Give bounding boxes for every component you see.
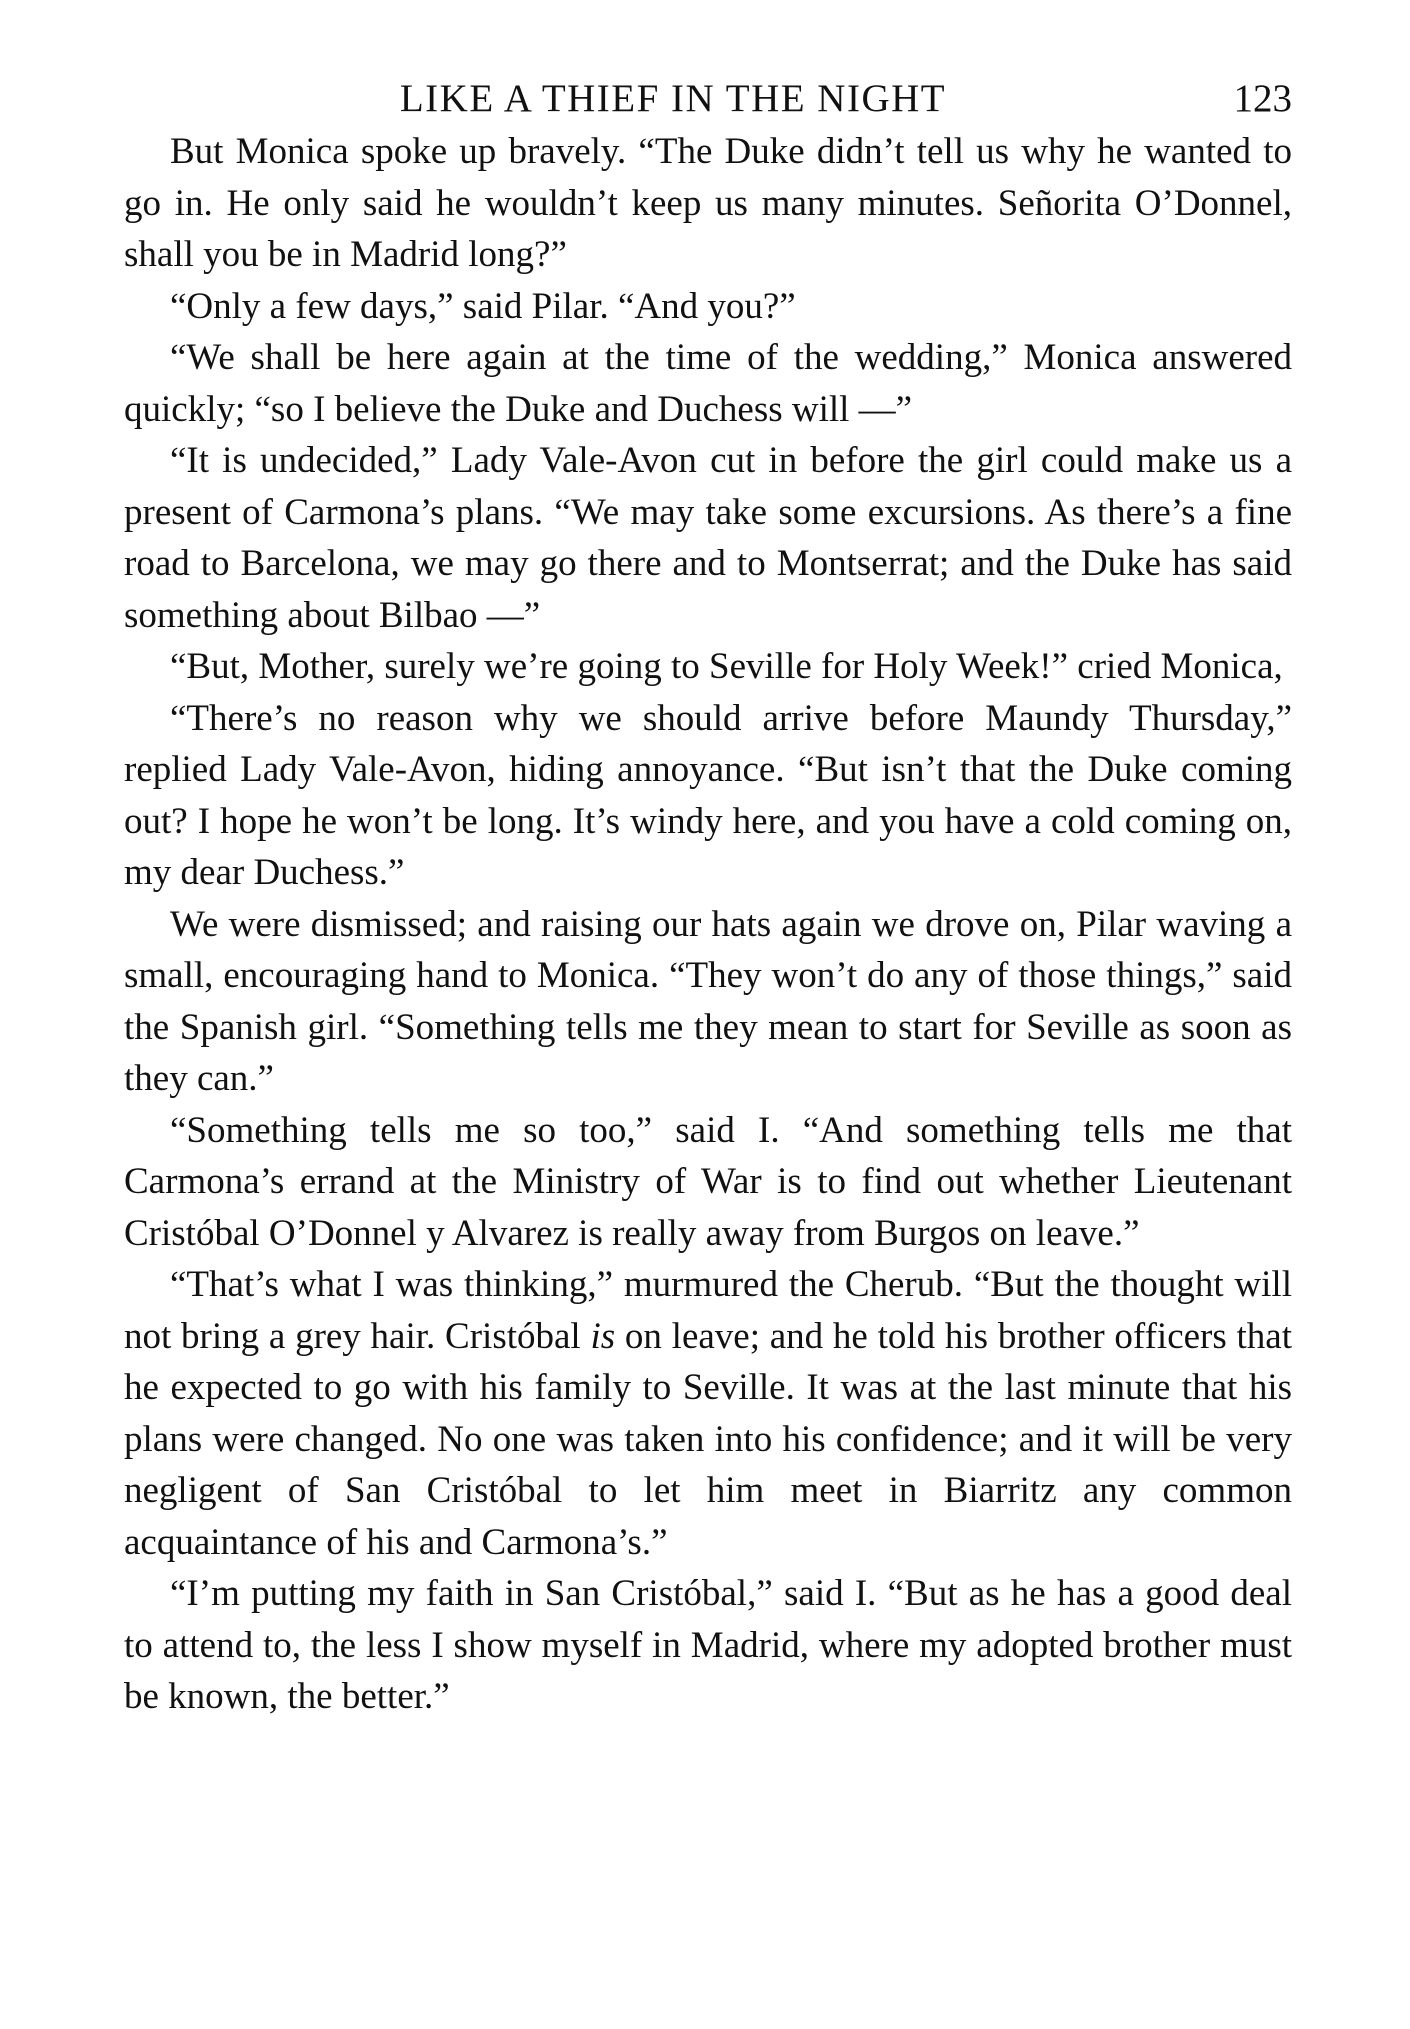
paragraph: But Monica spoke up bravely. “The Duke didn’t tell us why he wanted to go in. He only said he wouldn’t keep us many minutes. Señorita O’Donnel, shall you be in Madrid long?” [124,131,1292,275]
paragraph-emphasis: is [590,1315,616,1357]
paragraph-text: “That’s what I was thinking,” murmured the Cherub. “But the thought will not bring a grey hair. Cristóbal [124,1264,1292,1357]
body-text [124,126,1292,1723]
paragraph-text: on leave; and he told his brother officers that he expected to go with his family to Seville. It was at the last minute that his plans were changed. No one was taken into his confidence; and it will be very negligent of San Cristóbal to let him meet in Biarritz any common acquaintance of his and Carmona’s.” [124,1315,1292,1563]
paragraph: “There’s no reason why we should arrive before Maundy Thursday,” replied Lady Vale-Avon, hiding annoyance. “But isn’t that the Duke coming out? I hope he won’t be long. It’s windy here, and you have a cold coming on, my dear Duchess.” [124,697,1292,893]
page-number: 123 [1233,77,1292,120]
paragraph: “But, Mother, surely we’re going to Seville for Holy Week!” cried Monica, [170,646,1283,687]
running-head [124,64,1292,126]
paragraph: “Only a few days,” said Pilar. “And you?” [170,285,796,327]
book-page [124,64,1292,1723]
paragraph: “Something tells me so too,” said I. “And something tells me that Carmona’s errand at the Ministry of War is to find out whether Lieutenant Cristóbal O’Donnel y Alvarez is really away from Burgos on leave.” [124,1109,1292,1254]
paragraph: “It is undecided,” Lady Vale-Avon cut in before the girl could make us a present of Carmona’s plans. “We may take some excursions. As there’s a fine road to Barcelona, we may go there and to Montserrat; and the Duke has said something about Bilbao —” [124,440,1292,636]
running-title: LIKE A THIEF IN THE NIGHT [399,77,947,120]
paragraph [124,1259,1292,1568]
paragraph: “I’m putting my faith in San Cristóbal,” said I. “But as he has a good deal to attend to, the less I show myself in Madrid, where my adopted brother must be known, the better.” [124,1573,1292,1717]
paragraph: We were dismissed; and raising our hats again we drove on, Pilar waving a small, encouraging hand to Monica. “They won’t do any of those things,” said the Spanish girl. “Something tells me they mean to start for Seville as soon as they can.” [124,903,1292,1099]
paragraph: “We shall be here again at the time of the wedding,” Monica answered quickly; “so I believe the Duke and Duchess will —” [124,337,1292,430]
